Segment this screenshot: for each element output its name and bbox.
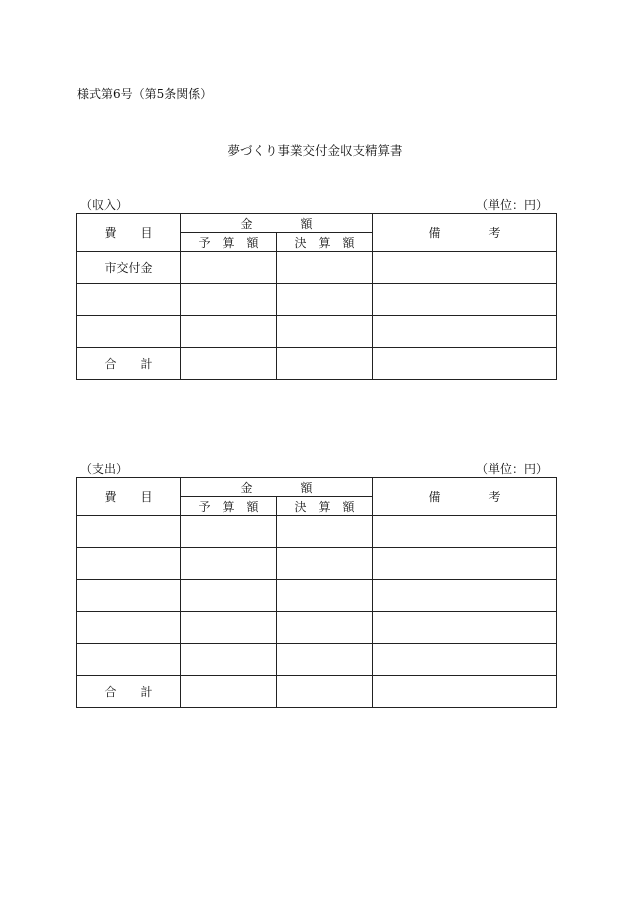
settlement-total-cell[interactable]	[277, 348, 373, 380]
settlement-cell[interactable]	[277, 252, 373, 284]
amount-header: 金 額	[181, 214, 373, 233]
budget-header: 予 算 額	[181, 233, 277, 252]
table-row	[77, 252, 557, 284]
amount-header: 金 額	[181, 478, 373, 497]
budget-cell[interactable]	[181, 644, 277, 676]
total-row	[77, 348, 557, 380]
item-cell[interactable]	[77, 516, 181, 548]
budget-cell[interactable]	[181, 252, 277, 284]
settlement-cell[interactable]	[277, 284, 373, 316]
settlement-header: 決 算 額	[277, 233, 373, 252]
table-row	[77, 516, 557, 548]
table-row	[77, 644, 557, 676]
budget-header: 予 算 額	[181, 497, 277, 516]
remarks-total-cell[interactable]	[373, 676, 557, 708]
remarks-cell[interactable]	[373, 316, 557, 348]
total-label: 合 計	[77, 676, 181, 708]
settlement-cell[interactable]	[277, 316, 373, 348]
table-row	[77, 316, 557, 348]
budget-total-cell[interactable]	[181, 348, 277, 380]
settlement-cell[interactable]	[277, 548, 373, 580]
item-cell[interactable]: 市交付金	[77, 252, 181, 284]
remarks-cell[interactable]	[373, 612, 557, 644]
budget-cell[interactable]	[181, 516, 277, 548]
remarks-cell[interactable]	[373, 284, 557, 316]
form-number: 様式第6号（第5条関係）	[77, 87, 213, 101]
budget-cell[interactable]	[181, 612, 277, 644]
expense-unit-label: （単位：円）	[475, 462, 548, 476]
table-row	[77, 548, 557, 580]
income-caption: （収入）	[80, 198, 129, 212]
income-unit-label: （単位：円）	[475, 198, 548, 212]
table-row	[77, 284, 557, 316]
item-cell[interactable]	[77, 316, 181, 348]
remarks-total-cell[interactable]	[373, 348, 557, 380]
total-row	[77, 676, 557, 708]
document-title: 夢づくり事業交付金収支精算書	[227, 143, 403, 158]
item-cell[interactable]	[77, 612, 181, 644]
budget-total-cell[interactable]	[181, 676, 277, 708]
remarks-cell[interactable]	[373, 580, 557, 612]
settlement-total-cell[interactable]	[277, 676, 373, 708]
settlement-cell[interactable]	[277, 612, 373, 644]
remarks-cell[interactable]	[373, 252, 557, 284]
budget-cell[interactable]	[181, 548, 277, 580]
settlement-header: 決 算 額	[277, 497, 373, 516]
item-cell[interactable]	[77, 644, 181, 676]
settlement-cell[interactable]	[277, 516, 373, 548]
remarks-cell[interactable]	[373, 516, 557, 548]
expense-caption: （支出）	[80, 462, 129, 476]
item-cell[interactable]	[77, 284, 181, 316]
item-header: 費 目	[77, 214, 181, 252]
item-cell[interactable]	[77, 580, 181, 612]
settlement-cell[interactable]	[277, 644, 373, 676]
budget-cell[interactable]	[181, 316, 277, 348]
item-cell[interactable]	[77, 548, 181, 580]
budget-cell[interactable]	[181, 284, 277, 316]
budget-cell[interactable]	[181, 580, 277, 612]
total-label: 合 計	[77, 348, 181, 380]
expense-table	[76, 477, 557, 708]
table-row	[77, 612, 557, 644]
remarks-cell[interactable]	[373, 644, 557, 676]
settlement-cell[interactable]	[277, 580, 373, 612]
remarks-header: 備 考	[373, 214, 557, 252]
table-row	[77, 580, 557, 612]
income-table	[76, 213, 557, 380]
item-header: 費 目	[77, 478, 181, 516]
remarks-cell[interactable]	[373, 548, 557, 580]
remarks-header: 備 考	[373, 478, 557, 516]
